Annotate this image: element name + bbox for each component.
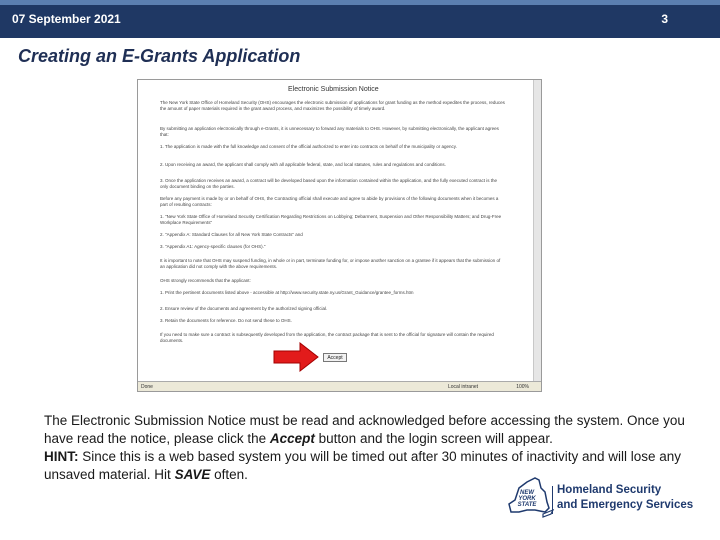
- notice-paragraph: 1. Print the pertinent documents listed above - accessible at http://www.security.state.ny.us/Grant_Guidance/grantee_forms.htm: [160, 290, 414, 295]
- hint-end: often.: [210, 467, 248, 482]
- logo-line-2: and Emergency Services: [557, 499, 694, 511]
- notice-paragraph: 2. Ensure review of the documents and agreement by the authorized signing official.: [160, 306, 328, 311]
- svg-text:NEW: NEW: [520, 490, 534, 496]
- accept-emphasis: Accept: [269, 431, 315, 446]
- slide-date: 07 September 2021: [12, 12, 121, 26]
- notice-paragraph: OHS strongly recommends that the applicant:: [160, 278, 251, 283]
- notice-paragraph: By submitting an application electronically through e-Grants, it is unnecessary to forward any materials to OHS. However, by submitting electronically, the applicant agrees that:: [160, 126, 499, 137]
- notice-paragraph: 3. Retain the documents for reference. Do not send these to OHS.: [160, 318, 292, 323]
- notice-heading: Electronic Submission Notice: [288, 86, 379, 93]
- instructions-line: The Electronic Submission Notice must be read and acknowledged before accessing the system. Once you have read the notice, please click the: [44, 413, 685, 446]
- red-arrow-icon: [272, 342, 320, 372]
- notice-paragraph: 1. The application is made with the full knowledge and consent of the official authorized to enter into contracts on behalf of the municipality or agency.: [160, 144, 457, 149]
- status-done-text: Done: [141, 384, 153, 390]
- notice-paragraph: The New York State Office of Homeland Security (OHS) encourages the electronic submission of applications for grant funding as the method expedites the process, reduces the amount of paper materials required in the grant award process, and maximizes the possibility of timely award.: [160, 100, 505, 111]
- logo-line-1: Homeland Security: [557, 484, 662, 496]
- electronic-submission-notice-screenshot: [137, 79, 542, 392]
- save-emphasis: SAVE: [174, 467, 211, 482]
- status-zone-text: Local intranet: [448, 384, 479, 390]
- notice-paragraph: 3. Once the application receives an award, a contract will be developed based upon the information contained within the application, and the fully executed contract is the only document binding on the parties.: [160, 178, 497, 189]
- vertical-scrollbar[interactable]: [533, 80, 541, 382]
- notice-paragraph: It is important to note that OHS may suspend funding, in whole or in part, terminate funding for, or impose another sanction on a grantee if it appears that the submission of an application did not comply with the above requirements.: [160, 258, 501, 269]
- notice-paragraph: 1. "New York State Office of Homeland Security Certification Regarding Restrictions on Lobbying; Debarment, Suspension and Other Responsibility Matters; and Drug-Free Workplace Requirements": [160, 214, 502, 225]
- notice-paragraph: 2. "Appendix A: Standard Clauses for all New York State Contracts" and: [160, 232, 303, 237]
- notice-paragraph: 3. "Appendix A1: Agency-specific clauses (for OHS).": [160, 244, 266, 249]
- svg-text:STATE: STATE: [517, 502, 537, 508]
- logo-divider: [552, 486, 553, 514]
- notice-paragraph: Before any payment is made by or on behalf of OHS, the Contracting official shall execute and agree to abide by provisions of the following documents when it becomes a part of resulting contracts:: [160, 196, 499, 207]
- page-number: 3: [661, 12, 668, 26]
- status-zoom-text: 100%: [516, 384, 529, 390]
- hint-text: Since this is a web based system you will be timed out after 30 minutes of inactivity and will lose any unsaved material. Hit: [44, 449, 682, 482]
- notice-paragraph: 2. Upon receiving an award, the applicant shall comply with all applicable federal, state, and local statutes, rules and regulations and conditions.: [160, 162, 446, 167]
- dhses-logo: [505, 472, 705, 522]
- accept-button[interactable]: Accept: [323, 353, 347, 362]
- svg-text:YORK: YORK: [518, 496, 536, 502]
- header-bar: [0, 0, 720, 38]
- notice-paragraph: If you need to make sure a contract is subsequently developed from the application, the contract package that is sent to the official for signature will contain the required documents.: [160, 332, 494, 343]
- header-accent-stripe: [0, 0, 720, 5]
- instructions-line-end: button and the login screen will appear.: [314, 431, 553, 446]
- hint-label: HINT:: [44, 449, 79, 464]
- new-york-state-map-icon: [505, 474, 555, 522]
- browser-status-bar: [138, 381, 541, 391]
- slide-title: Creating an E-Grants Application: [18, 46, 301, 66]
